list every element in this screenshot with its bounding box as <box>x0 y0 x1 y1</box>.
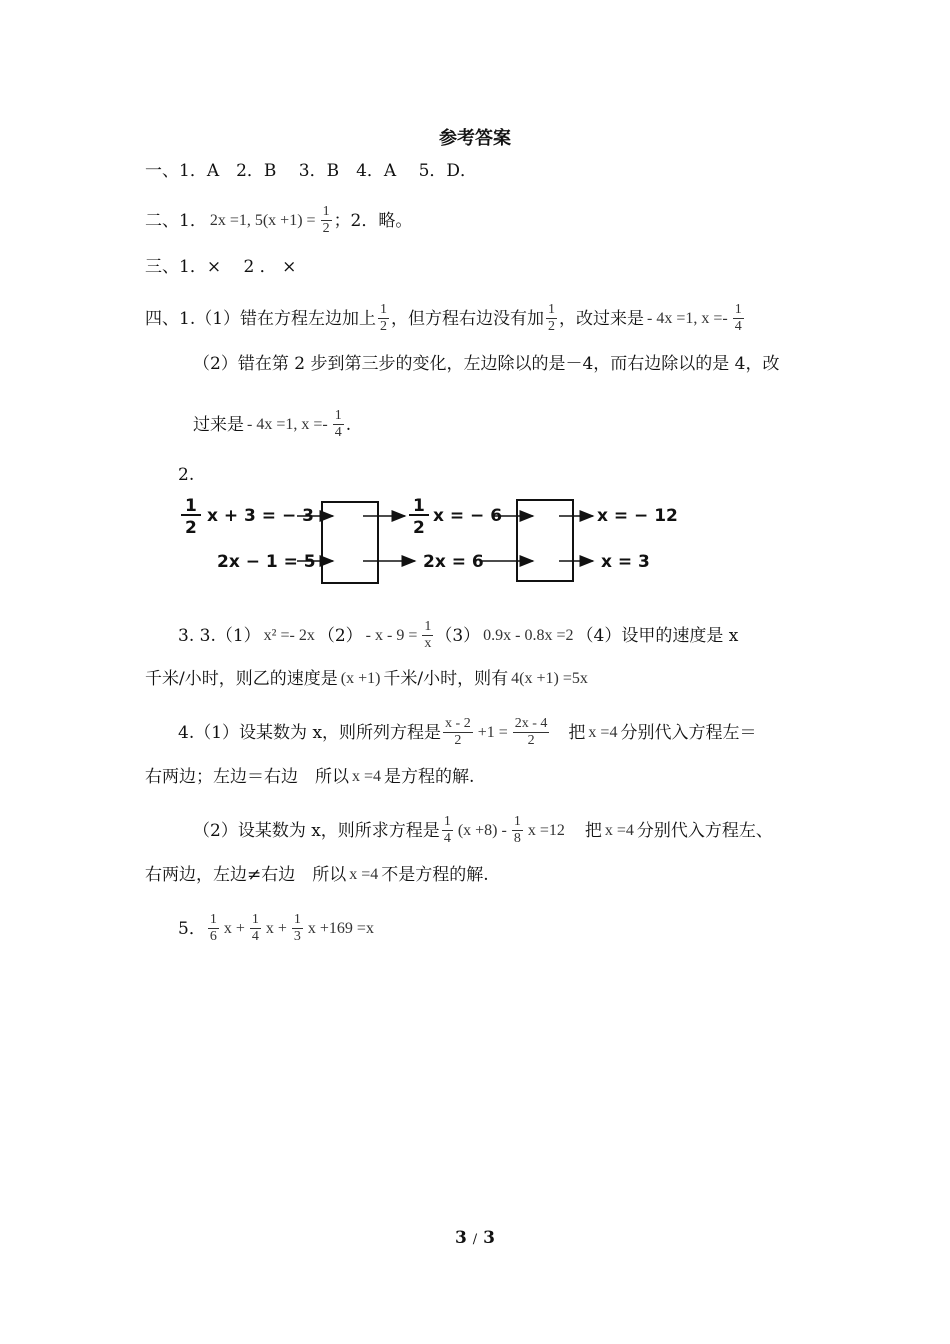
item-5-term-2: x + <box>265 919 287 937</box>
item-3-eq-1: x² =- 2x <box>263 626 315 644</box>
item-4-part-2-eq-1: (x +8) - <box>457 821 507 839</box>
section-4-intro: 四、1.（1）错在方程左边加上 <box>145 308 377 329</box>
item-4-fraction-1 <box>443 716 473 749</box>
page-total: 3 <box>483 1228 495 1248</box>
item-5-fraction-2 <box>250 912 261 945</box>
item-4-part-2-x4: x =4 <box>604 821 634 839</box>
item-3-fraction <box>422 619 433 652</box>
section-4-line-3 <box>193 408 351 441</box>
item-4-line-2-b: 是方程的解. <box>384 767 475 787</box>
section-4-middle: ，但方程右边没有加 <box>391 308 545 329</box>
item-4-line-1 <box>178 716 756 749</box>
item-4-rest: 分别代入方程左＝ <box>620 722 757 743</box>
page-title: 参考答案 <box>439 128 511 149</box>
item-3-eq-2: - x - 9 = <box>365 626 418 644</box>
fraction-denominator: 8 <box>513 831 521 846</box>
fraction-numerator: 1 <box>424 619 432 634</box>
item-3-line-2-b: 千米/小时，则有 <box>383 669 509 689</box>
fraction-denominator: 4 <box>251 929 259 944</box>
quarter-fraction-2 <box>333 408 344 441</box>
item-4-line-2-a: 右两边；左边＝右边 所以 <box>145 767 349 787</box>
section-1-answers: 1．A 2．B 3．B 4．A 5．D． <box>179 161 478 181</box>
item-4-part-2-intro: （2）设某数为 x，则所求方程是 <box>193 820 440 841</box>
item-3-label: 3. 3.（1） <box>178 625 261 646</box>
item-3-line-1 <box>178 619 738 652</box>
fraction-denominator: x <box>424 636 432 651</box>
item-5-label: 5． <box>178 918 206 939</box>
section-4-fix: ，改过来是 <box>559 308 645 329</box>
item-5-fraction-1 <box>208 912 219 945</box>
period: . <box>345 414 352 435</box>
section-4-equation: - 4x =1, x =- <box>647 309 728 327</box>
fraction-numerator: 1 <box>513 814 521 829</box>
fraction-numerator: 1 <box>293 912 301 927</box>
item-4-part-2-line-2-a: 右两边，左边≠右边 所以 <box>145 865 347 885</box>
item-4-x4: x =4 <box>588 723 618 741</box>
fraction-numerator: 1 <box>548 302 556 317</box>
diagram-frac-den-1: 2 <box>185 518 197 538</box>
item-4-part-2-line-1 <box>193 814 773 847</box>
section-3-label: 三、 <box>145 257 179 277</box>
fraction-denominator: 4 <box>734 319 742 334</box>
fraction-numerator: 1 <box>734 302 742 317</box>
item-3-line-2-a: 千米/小时，则乙的速度是 <box>145 669 338 689</box>
fraction-denominator: 2 <box>380 319 388 334</box>
item-2-label: 2. <box>178 465 195 485</box>
item-3-part-3: （3） <box>435 625 481 646</box>
quarter-fraction <box>733 302 744 335</box>
item-4-part-2-line-2-b: 不是方程的解. <box>381 865 489 885</box>
fraction-numerator: 1 <box>380 302 388 317</box>
item-4-part-2-ba: 把 <box>567 820 602 841</box>
section-1-label: 一、 <box>145 161 179 181</box>
item-4-part-2-rest: 分别代入方程左、 <box>636 820 773 841</box>
fraction-numerator: 1 <box>322 204 330 219</box>
section-4-equation-2: - 4x =1, x =- <box>247 415 328 433</box>
item-4-part-2-fraction-2 <box>512 814 523 847</box>
fraction-denominator: 2 <box>527 733 535 748</box>
item-4-ba: 把 <box>551 722 586 743</box>
item-4-line-2 <box>145 766 474 788</box>
item-3-line-2-eq-2: 4(x +1) =5x <box>511 670 588 687</box>
item-5-term-3: x +169 =x <box>307 919 374 937</box>
diagram-row2-left: 2x − 1 = 5 <box>217 552 316 572</box>
section-2-fraction <box>321 204 332 237</box>
item-4-intro: 4.（1）设某数为 x，则所列方程是 <box>178 722 442 743</box>
item-3-line-2-eq-1: (x +1) <box>340 670 381 687</box>
fraction-denominator: 4 <box>334 425 342 440</box>
section-4-fix-2: 过来是 <box>193 414 244 435</box>
fraction-denominator: 2 <box>548 319 556 334</box>
half-fraction <box>378 302 389 335</box>
diagram-row2-mid: 2x = 6 <box>423 552 484 572</box>
item-3-part-2: （2） <box>317 625 363 646</box>
fraction-denominator: 4 <box>443 831 451 846</box>
diagram-frac-den-2: 2 <box>413 518 425 538</box>
item-4-line-2-x4: x =4 <box>352 768 382 785</box>
section-2-label: 二、1． <box>145 210 207 231</box>
item-3-eq-3: 0.9x - 0.8x =2 <box>483 626 574 644</box>
item-4-part-2-eq-2: x =12 <box>527 821 565 839</box>
fraction-numerator: 1 <box>334 408 342 423</box>
item-3-part-4: （4）设甲的速度是 x <box>576 625 739 646</box>
item-4-part-2-line-2-x4: x =4 <box>349 866 379 883</box>
fraction-numerator: 1 <box>209 912 217 927</box>
fraction-denominator: 2 <box>322 221 330 236</box>
diagram-row1-right: x = − 12 <box>597 506 678 526</box>
item-5-term-1: x + <box>223 919 245 937</box>
section-4-line-1 <box>145 302 746 335</box>
item-4-fraction-2 <box>513 716 550 749</box>
fraction-numerator: x - 2 <box>445 716 471 731</box>
half-fraction-2 <box>546 302 557 335</box>
section-3 <box>145 256 296 278</box>
page-current: 3 <box>455 1228 467 1248</box>
item-5-fraction-3 <box>292 912 303 945</box>
section-1 <box>145 160 477 182</box>
operation-box-1 <box>322 502 378 583</box>
diagram-frac-num-1: 1 <box>185 496 197 516</box>
operation-box-2 <box>517 500 573 581</box>
fraction-numerator: 1 <box>251 912 259 927</box>
section-4-line-2: （2）错在第 2 步到第三步的变化，左边除以的是－4，而右边除以的是 4，改 <box>193 354 780 374</box>
item-3-line-2 <box>145 668 591 690</box>
section-3-answers: 1．× 2 ． × <box>179 257 297 277</box>
section-2-tail: ；2．略。 <box>333 210 413 231</box>
section-2-equation: 2x =1, 5(x +1) = <box>209 211 316 229</box>
diagram-row1-left: x + 3 = − 3 <box>207 506 314 526</box>
section-2 <box>145 204 412 237</box>
fraction-numerator: 1 <box>443 814 451 829</box>
fraction-denominator: 2 <box>454 733 462 748</box>
diagram-row2-right: x = 3 <box>601 552 650 572</box>
item-4-part-2-fraction-1 <box>442 814 453 847</box>
diagram-row1-mid: x = − 6 <box>433 506 503 526</box>
diagram-frac-num-2: 1 <box>413 496 425 516</box>
item-4-mid: +1 = <box>477 723 508 741</box>
flow-diagram <box>175 495 695 595</box>
item-5 <box>178 912 377 945</box>
page-number <box>0 1228 950 1248</box>
fraction-denominator: 3 <box>293 929 301 944</box>
fraction-numerator: 2x - 4 <box>514 716 548 731</box>
item-4-part-2-line-2 <box>145 864 489 886</box>
fraction-denominator: 6 <box>209 929 217 944</box>
page-separator: / <box>472 1232 478 1247</box>
